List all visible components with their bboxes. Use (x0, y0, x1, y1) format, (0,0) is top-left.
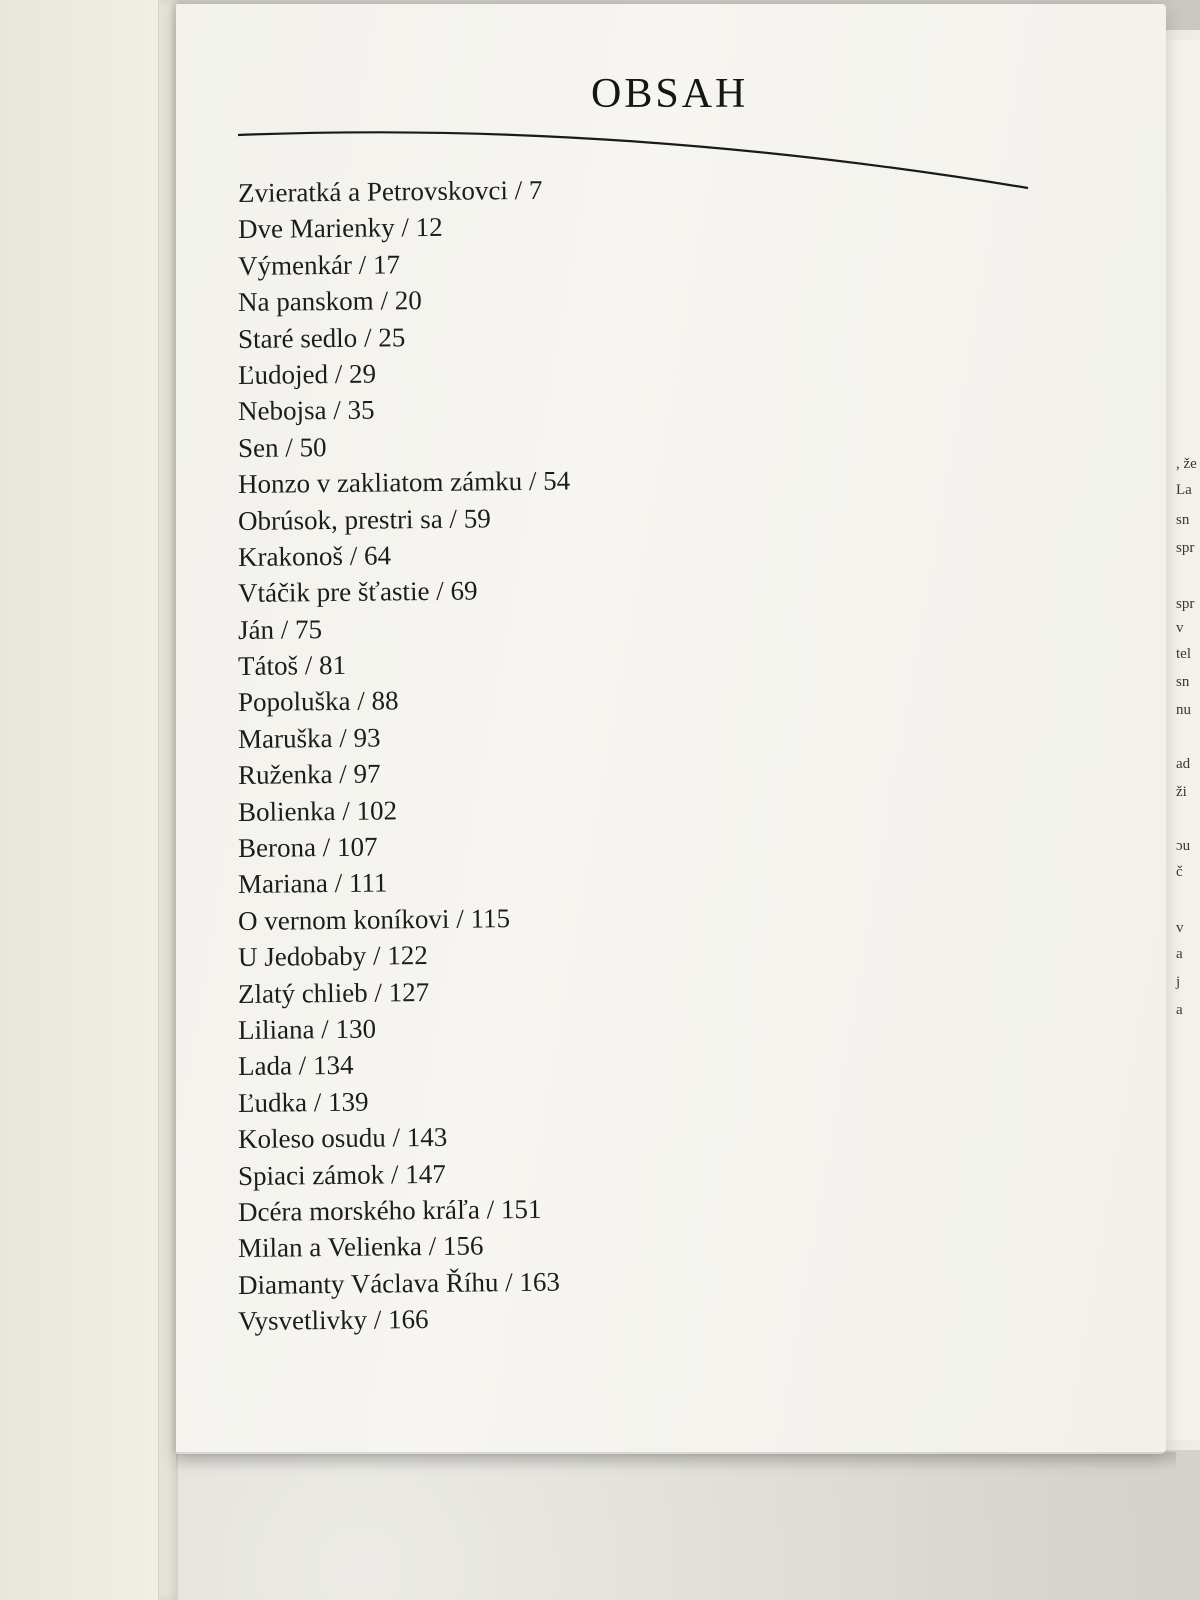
toc-entry-page: 115 (470, 902, 511, 934)
facing-page-fragment: v (1176, 920, 1184, 936)
toc-entry-page: 29 (348, 358, 377, 389)
toc-entry-title: Na panskom (237, 285, 374, 318)
toc-entry: Na panskom / 20 (237, 285, 422, 318)
toc-entry-page: 54 (543, 465, 571, 496)
page-title: OBSAH (591, 71, 749, 117)
toc-entry-page: 143 (406, 1121, 448, 1153)
toc-entry: Bolienka / 102 (237, 794, 398, 827)
toc-entry-page: 50 (299, 431, 327, 463)
toc-entry-title: Dcéra morského kráľa (237, 1194, 481, 1227)
toc-entry: U Jedobaby / 122 (237, 940, 428, 973)
toc-entry-page: 59 (463, 502, 491, 534)
toc-entry-title: Bolienka (237, 795, 336, 827)
toc-entry-page: 64 (363, 540, 392, 571)
table-of-contents (238, 175, 570, 1340)
facing-page-fragment: č (1176, 864, 1183, 880)
facing-page-fragment: nu (1176, 702, 1191, 718)
toc-entry-title: Diamanty Václava Říhu (237, 1266, 499, 1300)
toc-entry-title: Popoluška (237, 686, 351, 718)
toc-entry-page: 81 (318, 649, 347, 681)
toc-entry: Ľudojed / 29 (237, 358, 377, 390)
book-cover-left (0, 0, 178, 1600)
toc-entry-title: Zvieratká a Petrovskovci (237, 175, 509, 208)
toc-entry-title: Milan a Velienka (237, 1231, 423, 1264)
toc-entry-page: 130 (335, 1013, 377, 1044)
toc-entry-title: Ľudka (237, 1087, 308, 1118)
toc-entry-page: 147 (405, 1158, 446, 1189)
toc-entry: Mariana / 111 (237, 867, 388, 900)
toc-entry: Dcéra morského kráľa / 151 (237, 1193, 542, 1227)
toc-entry-page: 69 (450, 575, 478, 607)
toc-entry: Obrúsok, prestri sa / 59 (237, 502, 491, 536)
toc-entry-title: Dve Marienky (237, 212, 395, 245)
toc-entry: Nebojsa / 35 (237, 394, 375, 427)
facing-page-fragment: sn (1176, 512, 1190, 528)
toc-entry: Vtáčik pre šťastie / 69 (237, 575, 478, 609)
facing-page-edge (1160, 40, 1200, 1440)
toc-entry-page: 25 (378, 321, 406, 353)
facing-page-fragment: tel (1176, 646, 1191, 662)
toc-entry: Zvieratká a Petrovskovci / 7 (237, 174, 543, 208)
toc-entry: Liliana / 130 (237, 1013, 377, 1045)
toc-entry-page: 156 (442, 1230, 484, 1262)
contents-page (176, 4, 1166, 1454)
toc-entry-title: Obrúsok, prestri sa (237, 503, 443, 536)
toc-entry-page: 93 (353, 722, 381, 753)
toc-entry-page: 17 (372, 249, 401, 280)
toc-entry: Zlatý chlieb / 127 (237, 976, 430, 1009)
page-bottom-shadow (176, 1452, 1176, 1470)
facing-page-fragment: spr (1176, 540, 1195, 556)
toc-entry: Spiaci zámok / 147 (237, 1158, 446, 1191)
toc-entry: Staré sedlo / 25 (237, 321, 406, 354)
toc-entry-title: Liliana (237, 1014, 315, 1045)
toc-entry: Lada / 134 (237, 1050, 354, 1082)
toc-entry-page: 12 (415, 212, 443, 243)
toc-entry-page: 20 (394, 285, 422, 316)
toc-entry-title: Koleso osudu (237, 1122, 386, 1155)
toc-entry-title: Krakonoš (237, 540, 344, 572)
toc-entry: O vernom koníkovi / 115 (237, 902, 511, 936)
toc-entry-title: O vernom koníkovi (237, 903, 450, 936)
toc-entry-title: Maruška (237, 722, 333, 754)
toc-entry: Sen / 50 (237, 431, 327, 463)
toc-entry-page: 111 (348, 867, 388, 899)
endpaper-left (0, 0, 159, 1600)
toc-entry-page: 139 (327, 1086, 369, 1117)
toc-entry-title: Ján (237, 614, 275, 645)
toc-entry-title: Honzo v zakliatom zámku (237, 466, 523, 500)
facing-page-fragment: j (1176, 974, 1181, 990)
toc-entry-page: 166 (387, 1304, 429, 1335)
facing-page-fragment: sn (1176, 674, 1190, 690)
toc-entry: Ján / 75 (237, 613, 323, 645)
toc-entry-title: Staré sedlo (237, 322, 358, 354)
toc-entry: Výmenkár / 17 (237, 249, 401, 281)
toc-entry-page: 88 (371, 685, 399, 717)
facing-page-fragment: spr (1176, 596, 1195, 612)
toc-entry: Ľudka / 139 (237, 1086, 369, 1118)
facing-page-fragment: ad (1176, 756, 1191, 772)
toc-entry: Honzo v zakliatom zámku / 54 (237, 465, 571, 500)
toc-entry-page: 134 (312, 1050, 354, 1081)
toc-entry: Koleso osudu / 143 (237, 1121, 448, 1155)
toc-entry-title: Berona (237, 832, 317, 864)
toc-entry: Ruženka / 97 (237, 758, 381, 791)
facing-page-fragment: v (1176, 620, 1184, 636)
toc-entry-title: Výmenkár (237, 249, 353, 281)
toc-entry-title: Ruženka (237, 759, 333, 791)
facing-page-fragment: ɔu (1176, 838, 1191, 854)
toc-entry-page: 163 (519, 1266, 561, 1297)
toc-entry-page: 127 (388, 976, 430, 1008)
toc-entry-page: 102 (356, 794, 398, 826)
toc-entry-page: 75 (294, 613, 323, 645)
toc-entry-title: Spiaci zámok (237, 1159, 385, 1191)
toc-entry: Popoluška / 88 (237, 685, 399, 718)
toc-entry-page: 97 (353, 758, 381, 790)
toc-entry: Berona / 107 (237, 831, 378, 864)
toc-entry-title: Vysvetlivky (237, 1304, 368, 1337)
facing-page-fragment: ži (1176, 784, 1187, 800)
facing-page-fragment: , že (1176, 456, 1197, 472)
toc-entry-page: 122 (387, 940, 428, 971)
toc-entry-page: 35 (347, 394, 375, 426)
toc-entry: Vysvetlivky / 166 (237, 1304, 429, 1337)
toc-entry-page: 107 (336, 831, 378, 862)
facing-page-fragment: La (1176, 482, 1192, 498)
toc-entry-page: 7 (528, 174, 543, 205)
toc-entry: Dve Marienky / 12 (237, 212, 443, 245)
toc-entry-title: Mariana (237, 868, 329, 900)
toc-entry: Milan a Velienka / 156 (237, 1230, 484, 1264)
toc-entry-page: 151 (500, 1193, 542, 1225)
toc-entry-title: Lada (237, 1050, 293, 1082)
toc-entry: Diamanty Václava Říhu / 163 (237, 1266, 561, 1300)
toc-entry-title: Tátoš (237, 650, 299, 682)
facing-page-fragment: a (1176, 946, 1183, 962)
facing-page-fragment: a (1176, 1002, 1183, 1018)
toc-entry: Tátoš / 81 (237, 649, 347, 682)
toc-entry-title: Nebojsa (237, 395, 327, 427)
toc-entry-title: Vtáčik pre šťastie (237, 576, 430, 609)
toc-entry-title: Sen (237, 432, 279, 463)
toc-entry: Krakonoš / 64 (237, 540, 392, 572)
toc-entry-title: U Jedobaby (237, 940, 367, 973)
toc-entry-title: Ľudojed (237, 359, 329, 390)
toc-entry: Maruška / 93 (237, 722, 381, 754)
toc-entry-title: Zlatý chlieb (237, 977, 368, 1009)
